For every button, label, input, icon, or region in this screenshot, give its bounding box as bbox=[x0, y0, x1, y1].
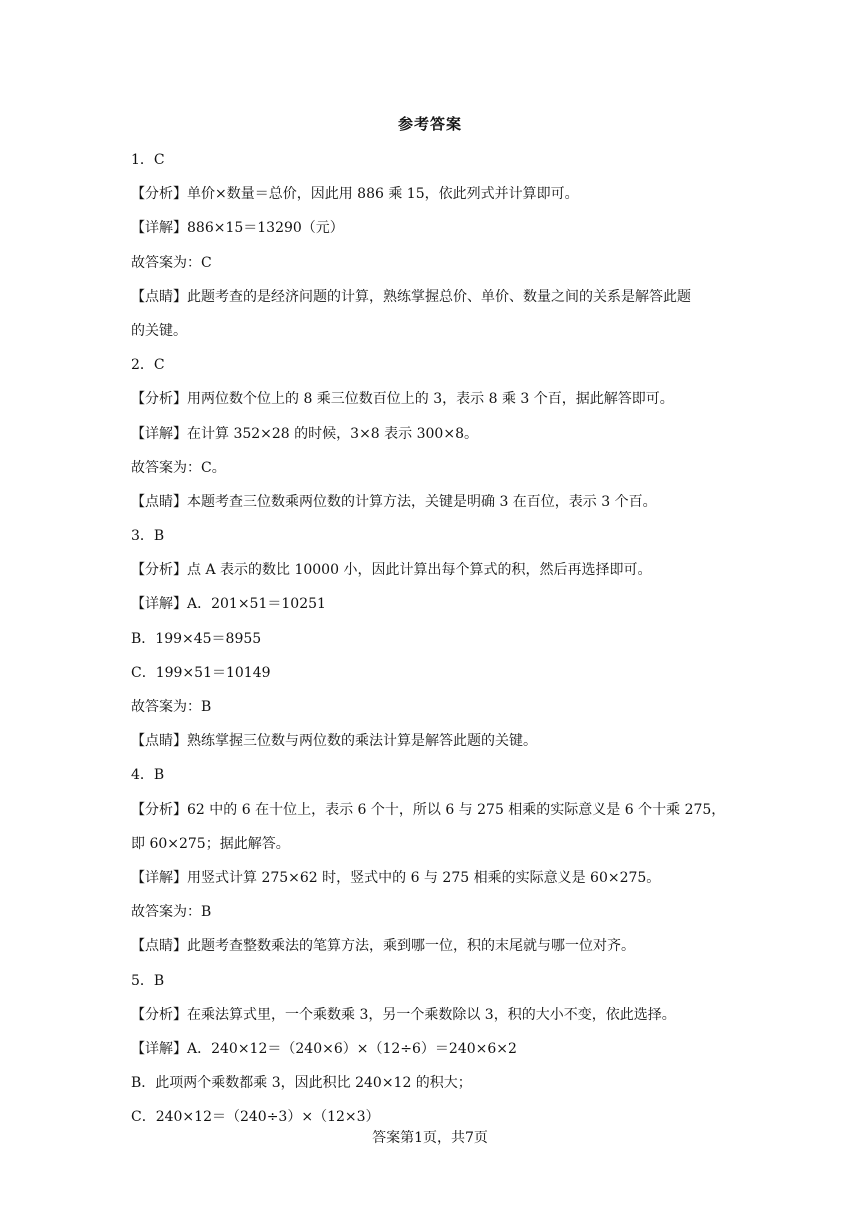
answer-line: 【详解】用竖式计算 275×62 时，竖式中的 6 与 275 相乘的实际意义是 60×275。 bbox=[131, 869, 661, 886]
answer-line: 故答案为：B bbox=[131, 904, 212, 921]
answer-line: 4．B bbox=[131, 767, 165, 784]
answer-line: B．199×45＝8955 bbox=[131, 630, 262, 647]
answer-line: 【详解】A．240×12＝（240×6）×（12÷6）＝240×6×2 bbox=[131, 1040, 517, 1057]
answer-line: 【点睛】此题考查整数乘法的笔算方法，乘到哪一位，积的末尾就与哪一位对齐。 bbox=[131, 938, 635, 955]
answer-line: 2．C bbox=[131, 357, 165, 374]
answer-line: 【点睛】此题考查的是经济问题的计算，熟练掌握总价、单价、数量之间的关系是解答此题 bbox=[131, 288, 691, 305]
answer-line: 【分析】在乘法算式里，一个乘数乘 3，另一个乘数除以 3，积的大小不变，依此选择。 bbox=[131, 1006, 676, 1023]
answer-content bbox=[131, 143, 731, 1134]
page-footer: 答案第1页，共7页 bbox=[372, 1130, 488, 1146]
answer-line: 【分析】62 中的 6 在十位上，表示 6 个十，所以 6 与 275 相乘的实际意义是 6 个十乘 275， bbox=[131, 801, 726, 818]
answer-line: 【详解】A．201×51＝10251 bbox=[131, 596, 326, 613]
answer-line: 故答案为：B bbox=[131, 699, 212, 715]
answer-line: 故答案为：C bbox=[131, 254, 212, 271]
answer-line: 1．C bbox=[131, 152, 165, 168]
answer-line: C．240×12＝（240÷3）×（12×3） bbox=[131, 1109, 380, 1126]
answer-line: 即 60×275；据此解答。 bbox=[131, 835, 290, 852]
answer-line: 【点睛】本题考查三位数乘两位数的计算方法，关键是明确 3 在百位，表示 3 个百。 bbox=[131, 493, 657, 510]
answer-line: 【分析】点 A 表示的数比 10000 小，因此计算出每个算式的积，然后再选择即可。 bbox=[131, 562, 652, 579]
answer-line: 【分析】单价×数量＝总价，因此用 886 乘 15，依此列式并计算即可。 bbox=[131, 186, 579, 203]
answer-line: 【点睛】熟练掌握三位数与两位数的乘法计算是解答此题的关键。 bbox=[131, 733, 537, 750]
answer-line: 3．B bbox=[131, 528, 165, 545]
answer-line: 【详解】886×15＝13290（元） bbox=[131, 220, 344, 237]
answer-line: 5．B bbox=[131, 972, 165, 989]
answer-line: B．此项两个乘数都乘 3，因此积比 240×12 的积大； bbox=[131, 1075, 472, 1092]
answer-line: C．199×51＝10149 bbox=[131, 664, 271, 681]
answer-line: 的关键。 bbox=[131, 322, 187, 339]
answer-line: 【详解】在计算 352×28 的时候，3×8 表示 300×8。 bbox=[131, 425, 478, 442]
answer-line: 故答案为：C。 bbox=[131, 459, 226, 476]
page-title: 参考答案 bbox=[397, 115, 462, 133]
answer-line: 【分析】用两位数个位上的 8 乘三位数百位上的 3，表示 8 乘 3 个百，据此解答即可。 bbox=[131, 391, 674, 408]
